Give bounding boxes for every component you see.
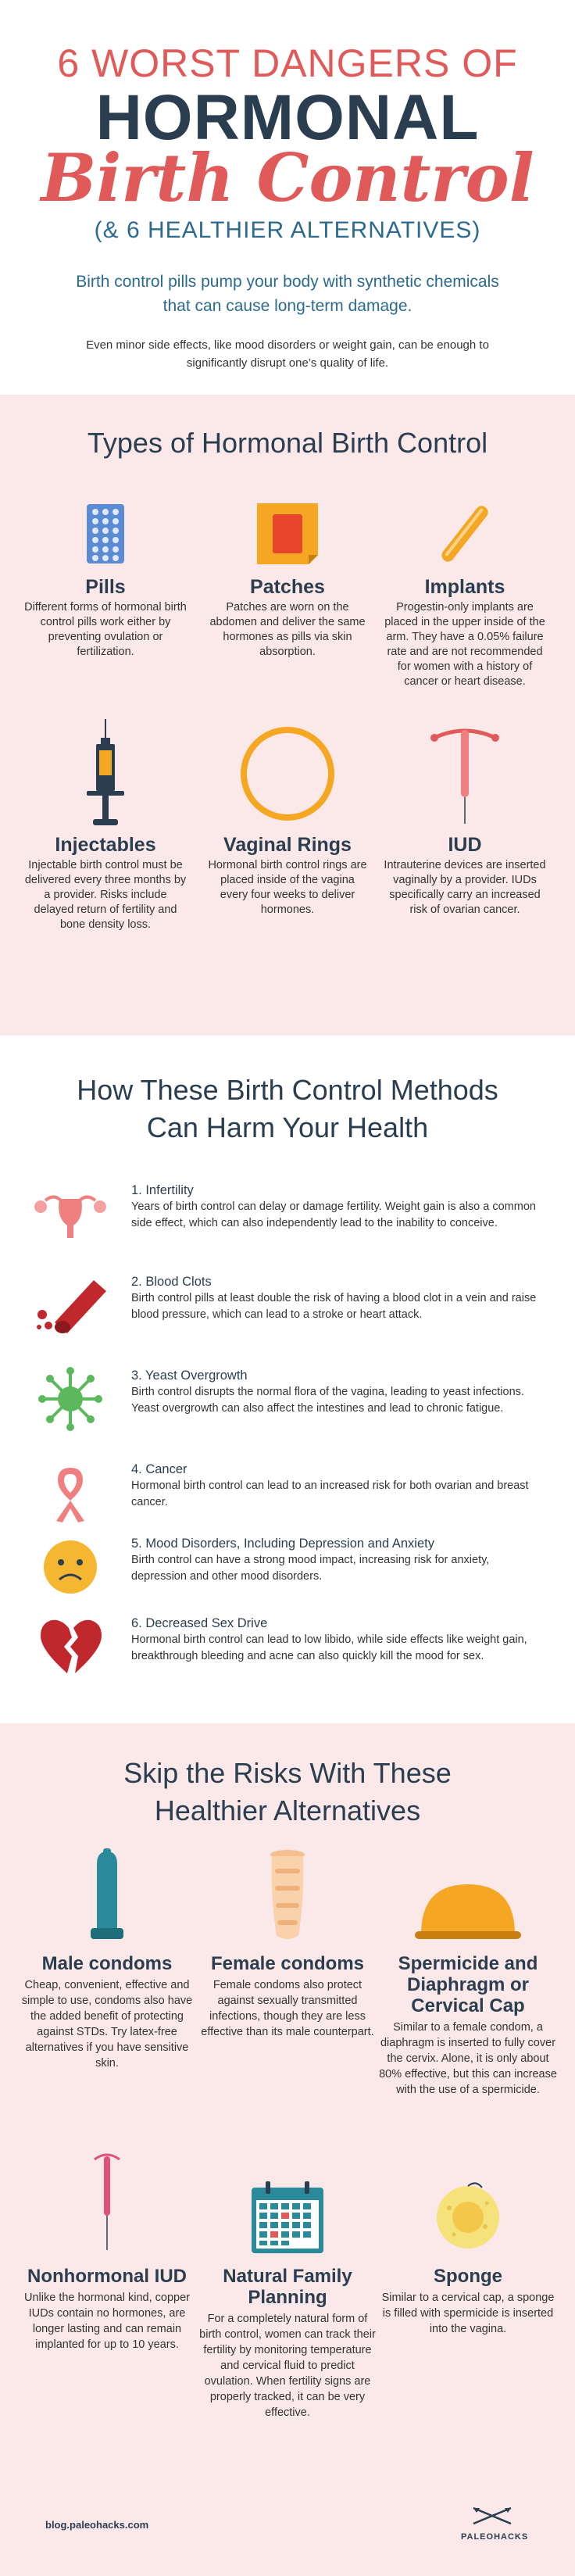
type-text: Intrauterine devices are inserted vaginally by a provider. IUDs specifically carry an increased risk of ovarian cancer. (384, 859, 546, 916)
harm-text: Birth control can have a strong mood impact, increasing risk for anxiety, depression and other mood disorders. (131, 1554, 490, 1583)
harms-section (0, 1036, 575, 1723)
intro-secondary-text: Even minor side effects, like mood disorders or weight gain, can be enough to significantly disrupt one’s quality of life. (86, 338, 489, 370)
type-text: Injectable birth control must be delivered every three months by a provider. Risks include delayed return of fertility and bone density loss. (24, 859, 187, 931)
header (0, 0, 575, 395)
yeast-icon (31, 1368, 109, 1430)
type-injectables (23, 719, 188, 932)
type-title: Pills (85, 576, 126, 598)
type-iud (383, 719, 547, 918)
blood-clot-icon (31, 1274, 109, 1336)
alt-text: Similar to a female condom, a diaphragm is inserted to fully cover the cervix. Alone, it is only about 80% effective, but this can increase with the use of a spermicide. (379, 2021, 557, 2096)
brand-logo (461, 2505, 529, 2544)
pill-pack-icon (23, 496, 188, 571)
copper-iud-icon (17, 2145, 197, 2255)
type-text: Hormonal birth control rings are placed inside of the vagina every four weeks to deliver hormones. (208, 859, 367, 916)
male-condom-icon (17, 1848, 197, 1942)
type-vaginal-rings (205, 719, 370, 918)
alt-text: Similar to a cervical cap, a sponge is filled with spermicide is inserted into the vagina. (381, 2292, 555, 2335)
sad-face-icon (31, 1536, 109, 1598)
alt-title: Nonhormonal IUD (27, 2266, 187, 2287)
alt-title: Sponge (434, 2266, 502, 2287)
type-pills (23, 496, 188, 660)
alt-diaphragm (378, 1848, 558, 2098)
logo-text: PALEOHACKS (461, 2532, 529, 2542)
alt-title: Natural Family Planning (223, 2266, 352, 2308)
types-section (0, 395, 575, 1036)
alternatives-title (0, 1755, 575, 1830)
vaginal-ring-icon (205, 719, 370, 828)
harm-text: Birth control disrupts the normal flora of the vagina, leading to yeast infections. Yeast overgrowth can also affect the intestines and lead to chronic fatigue. (131, 1386, 524, 1415)
alt-title: Spermicide and Diaphragm or Cervical Cap (398, 1953, 538, 2016)
implant-icon (383, 496, 547, 571)
alt-natural-family-planning (198, 2145, 377, 2420)
alt-female-condoms (198, 1848, 377, 2040)
female-condom-icon (198, 1848, 377, 1942)
title-line-3: Birth Control (41, 139, 534, 216)
alt-text: For a completely natural form of birth control, women can track their fertility by monitoring temperature and cervical fluid to predict ovulation. When fertility signs are properly tracked, it can be very effective. (199, 2313, 376, 2419)
harm-text: Hormonal birth control can lead to an increased risk for both ovarian and breast cancer. (131, 1479, 529, 1508)
title-line-2: HORMONAL (95, 82, 480, 153)
type-text: Patches are worn on the abdomen and deliver the same hormones as pills via skin absorption. (209, 601, 366, 658)
alt-sponge (378, 2145, 558, 2337)
harm-text: Years of birth control can delay or damage fertility. Weight gain is also a common side effect, which can also independently lead to the inability to conceive. (131, 1200, 536, 1229)
footer-url[interactable]: blog.paleohacks.com (45, 2519, 149, 2531)
type-patches (205, 496, 370, 660)
type-title: Vaginal Rings (223, 834, 352, 856)
alt-text: Female condoms also protect against sexually transmitted infections, though they are less effective than its male counterpart. (201, 1979, 374, 2038)
harms-title (0, 1072, 575, 1147)
logo-spear-icon (469, 2505, 516, 2525)
harm-title: 3. Yeast Overgrowth (131, 1368, 248, 1383)
alt-nonhormonal-iud (17, 2145, 197, 2352)
harms-title-line-2: Can Harm Your Health (146, 1111, 429, 1143)
harm-title: 6. Decreased Sex Drive (131, 1616, 268, 1630)
subtitle: (& 6 HEALTHIER ALTERNATIVES) (94, 217, 481, 243)
alternatives-title-line-2: Healthier Alternatives (154, 1794, 421, 1826)
type-title: Injectables (55, 834, 156, 856)
iud-icon (383, 719, 547, 828)
broken-heart-icon (31, 1615, 109, 1678)
harm-title: 2. Blood Clots (131, 1275, 212, 1289)
harm-title: 5. Mood Disorders, Including Depression and Anxiety (131, 1537, 434, 1551)
type-text: Different forms of hormonal birth control pills work either by preventing ovulation or fertilization. (24, 601, 187, 658)
alt-male-condoms (17, 1848, 197, 2071)
harm-title: 4. Cancer (131, 1462, 188, 1476)
alt-title: Female condoms (210, 1953, 365, 1974)
type-title: Patches (250, 576, 325, 598)
intro-text: Birth control pills pump your body with synthetic chemicals that can cause long-term damage. (76, 273, 499, 315)
harms-title-line-1: How These Birth Control Methods (77, 1074, 498, 1106)
alt-text: Unlike the hormonal kind, copper IUDs contain no hormones, are longer lasting and can remain implanted for up to 10 years. (24, 2292, 190, 2351)
types-title: Types of Hormonal Birth Control (87, 427, 488, 459)
cancer-ribbon-icon (31, 1462, 109, 1524)
diaphragm-icon (378, 1848, 558, 1942)
alt-title: Male condoms (41, 1953, 173, 1974)
type-title: IUD (448, 834, 482, 856)
type-text: Progestin-only implants are placed in the upper inside of the arm. They have a 0.05% failure rate and are not recommended for women with a history of cancer or heart disease. (384, 601, 545, 688)
alternatives-title-line-1: Skip the Risks With These (123, 1757, 452, 1789)
calendar-icon (198, 2145, 377, 2255)
type-title: Implants (424, 576, 505, 598)
sponge-icon (378, 2145, 558, 2255)
harm-title: 1. Infertility (131, 1183, 194, 1197)
harm-text: Birth control pills at least double the risk of having a blood clot in a vein and raise blood pressure, which can lead to a stroke or heart attack. (131, 1292, 537, 1321)
alternatives-section (0, 1723, 575, 2576)
patch-icon (205, 496, 370, 571)
uterus-icon (31, 1182, 109, 1245)
title-line-1: 6 WORST DANGERS OF (57, 41, 518, 85)
type-implants (383, 496, 547, 689)
syringe-icon (23, 719, 188, 828)
harm-text: Hormonal birth control can lead to low libido, while side effects like weight gain, breakthrough bleeding and acne can also quickly kill the mood for sex. (131, 1633, 527, 1662)
alt-text: Cheap, convenient, effective and simple to use, condoms also have the added benefit of protecting against STDs. Try latex-free alternatives if you have sensitive skin. (21, 1979, 193, 2070)
